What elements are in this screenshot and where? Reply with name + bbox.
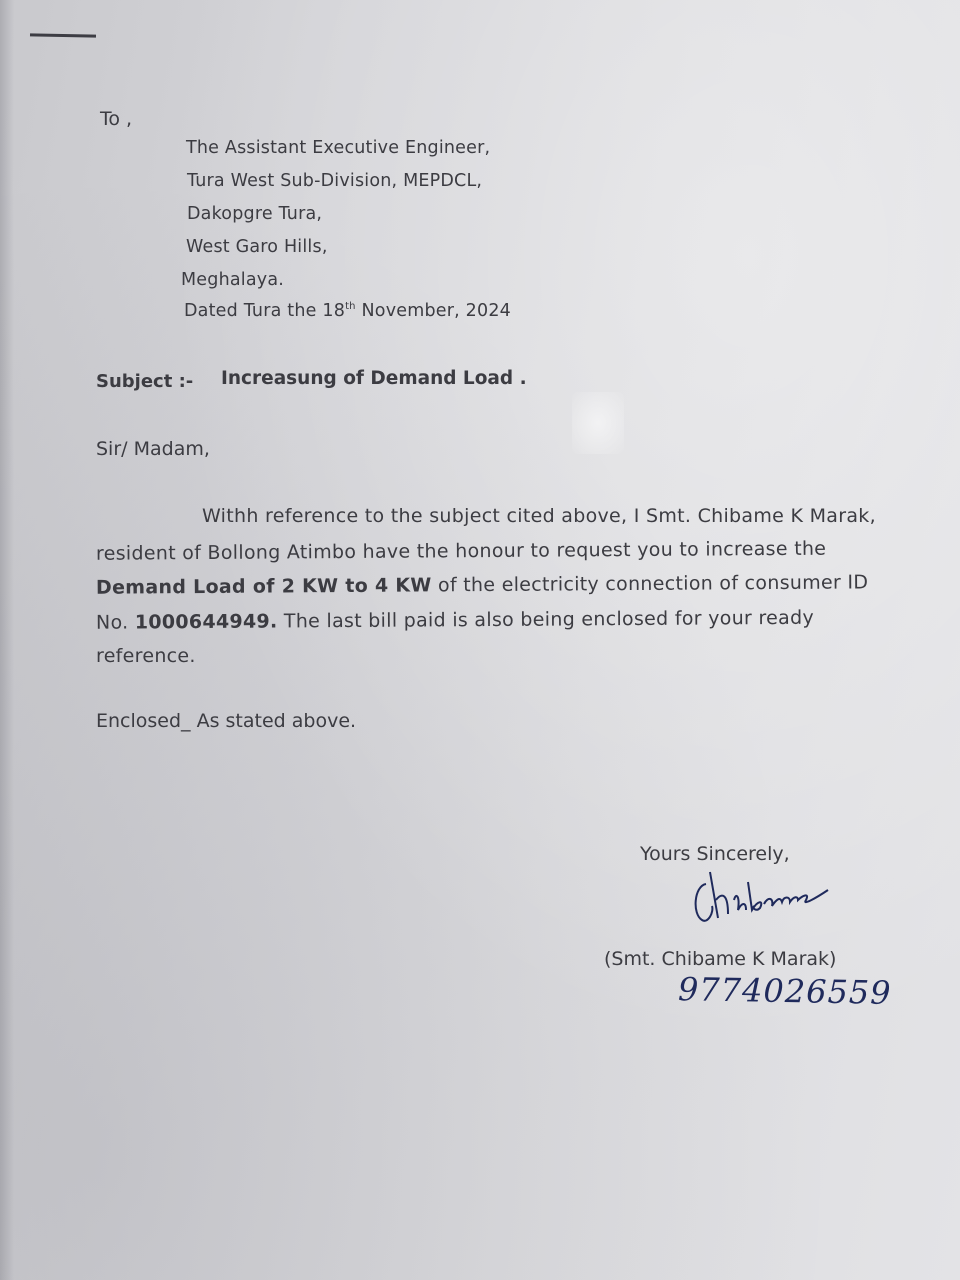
page-edge-shadow xyxy=(0,0,14,1280)
date-rest: November, 2024 xyxy=(355,301,511,321)
date-prefix: Dated Tura the 18 xyxy=(184,301,346,321)
salutation-to: To , xyxy=(100,108,133,130)
subject-label: Subject :- xyxy=(96,371,194,392)
body-line-3 xyxy=(96,571,882,598)
address-line-5: Meghalaya. xyxy=(181,270,285,290)
closing: Yours Sincerely, xyxy=(640,843,790,865)
body-line-2-text: resident of Bollong Atimbo have the honour to request you to increase the xyxy=(95,537,827,565)
body-line-2 xyxy=(96,537,882,564)
handwritten-phone-number: 9774026559 xyxy=(677,970,892,1012)
address-line-2: Tura West Sub-Division, MEPDCL, xyxy=(187,171,483,191)
body-line-3-rest: of the electricity connection of consumer ID xyxy=(431,571,869,597)
faint-stamp-mark xyxy=(572,392,624,454)
top-dash-mark xyxy=(30,33,96,37)
subject-text: Increasung of Demand Load . xyxy=(221,368,527,389)
address-line-3: Dakopgre Tura, xyxy=(187,204,323,224)
body-line-4 xyxy=(96,606,882,633)
body-line-4-rest: The last bill paid is also being enclosed for your ready xyxy=(277,606,815,633)
address-line-4: West Garo Hills, xyxy=(186,237,328,257)
address-line-1: The Assistant Executive Engineer, xyxy=(186,138,491,158)
consumer-id: 1000644949. xyxy=(134,610,278,634)
signature-icon xyxy=(688,862,838,928)
body-line-1: Withh reference to the subject cited above, I Smt. Chibame K Marak, xyxy=(202,505,876,527)
greeting: Sir/ Madam, xyxy=(96,438,210,460)
letter-date xyxy=(184,301,511,321)
body-line-5: reference. xyxy=(96,645,196,667)
enclosed-note: Enclosed_ As stated above. xyxy=(96,710,357,732)
body-line-4-pre: No. xyxy=(95,611,135,634)
demand-load-text: Demand Load of 2 KW to 4 KW xyxy=(95,574,432,599)
signer-name: (Smt. Chibame K Marak) xyxy=(604,948,837,970)
date-ordinal: th xyxy=(345,301,356,313)
